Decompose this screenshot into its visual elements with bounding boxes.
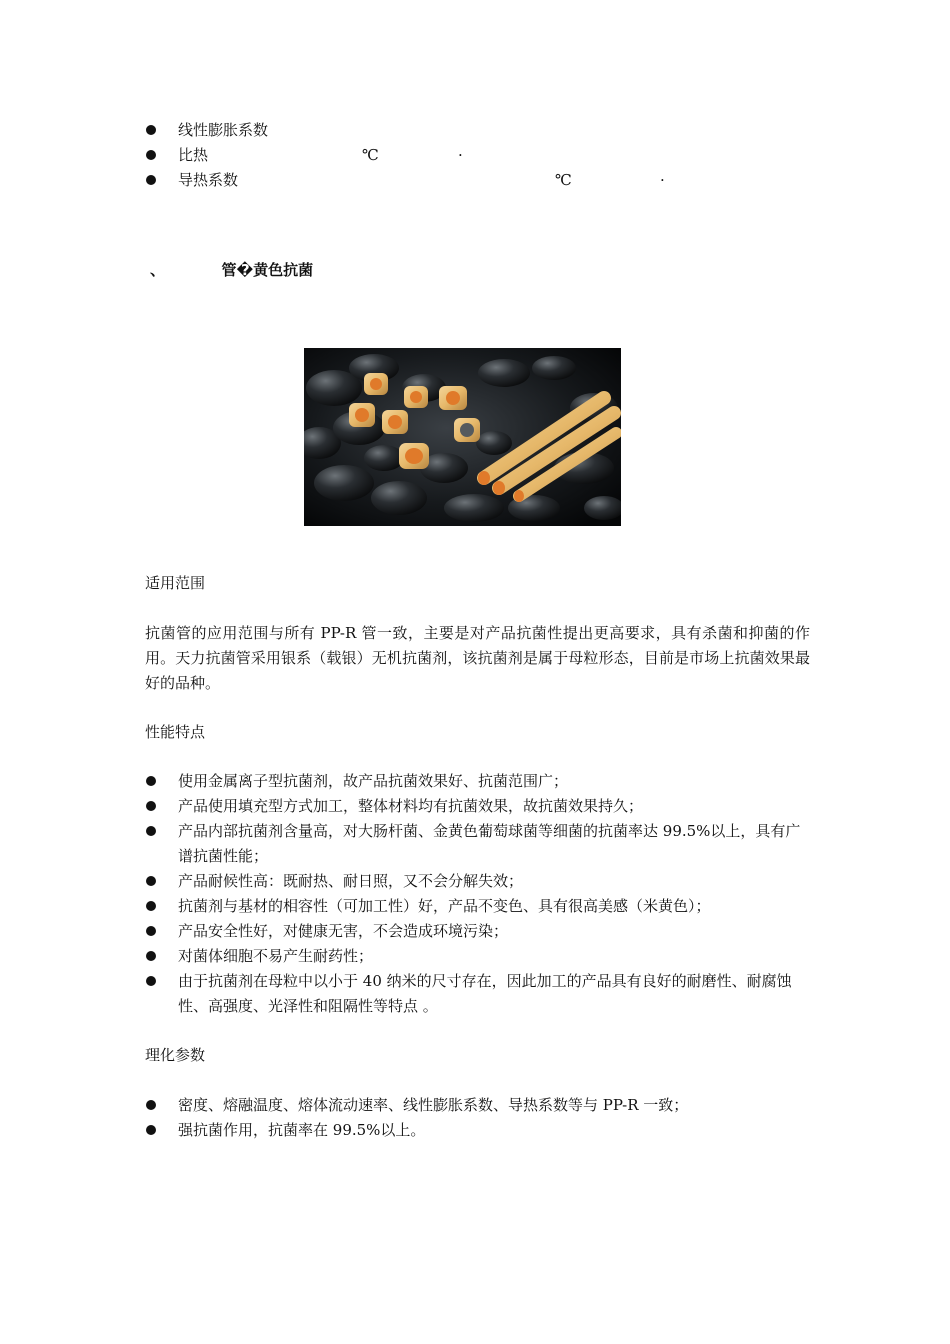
features-title: 性能特点 bbox=[145, 723, 206, 741]
unit-label: ℃ bbox=[362, 146, 379, 164]
heading-title: 管�黄色抗菌 bbox=[221, 261, 314, 279]
bullet-icon bbox=[146, 926, 156, 936]
bullet-icon bbox=[146, 876, 156, 886]
heading-number-separator: 、 bbox=[150, 261, 166, 279]
bullet-icon bbox=[146, 976, 156, 986]
separator-dot: · bbox=[660, 171, 665, 189]
product-photo bbox=[304, 348, 621, 526]
bullet-icon bbox=[146, 826, 156, 836]
bullet-icon bbox=[146, 150, 156, 160]
list-item: 由于抗菌剂在母粒中以小于 40 纳米的尺寸存在，因此加工的产品具有良好的耐磨性、耐腐蚀性、高强度、光泽性和阻隔性等特点 。 bbox=[145, 969, 808, 1019]
scope-paragraph: 抗菌管的应用范围与所有 PP-R 管一致，主要是对产品抗菌性提出更高要求，具有杀菌和抑菌的作用。天力抗菌管采用银系（载银）无机抗菌剂，该抗菌剂是属于母粒形态，目前是市场上抗菌效果最好的品种。 bbox=[145, 624, 810, 692]
list-item: 对菌体细胞不易产生耐药性； bbox=[145, 944, 808, 969]
list-item: 强抗菌作用，抗菌率在 99.5%以上。 bbox=[145, 1118, 688, 1143]
params-list bbox=[145, 1093, 688, 1143]
bullet-icon bbox=[146, 776, 156, 786]
unit-label: ℃ bbox=[555, 171, 572, 189]
list-item: 产品耐候性高：既耐热、耐日照，又不会分解失效； bbox=[145, 869, 808, 894]
list-item: 产品使用填充型方式加工，整体材料均有抗菌效果，故抗菌效果持久； bbox=[145, 794, 808, 819]
bullet-icon bbox=[146, 1125, 156, 1135]
bullet-icon bbox=[146, 951, 156, 961]
bullet-icon bbox=[146, 801, 156, 811]
list-item: 使用金属离子型抗菌剂，故产品抗菌效果好、抗菌范围广； bbox=[145, 769, 808, 794]
list-item: 抗菌剂与基材的相容性（可加工性）好，产品不变色、具有很高美感（米黄色）； bbox=[145, 894, 808, 919]
list-item: 线性膨胀系数 bbox=[145, 118, 268, 143]
property-list bbox=[145, 118, 268, 193]
list-item: 产品内部抗菌剂含量高，对大肠杆菌、金黄色葡萄球菌等细菌的抗菌率达 99.5%以上，具有广谱抗菌性能； bbox=[145, 819, 808, 869]
separator-dot: · bbox=[458, 146, 463, 164]
features-list bbox=[145, 769, 808, 1019]
bullet-icon bbox=[146, 901, 156, 911]
list-item: 密度、熔融温度、熔体流动速率、线性膨胀系数、导热系数等与 PP-R 一致； bbox=[145, 1093, 688, 1118]
bullet-icon bbox=[146, 125, 156, 135]
bullet-icon bbox=[146, 175, 156, 185]
list-item: 产品安全性好，对健康无害，不会造成环境污染； bbox=[145, 919, 808, 944]
section-heading bbox=[150, 258, 313, 283]
bullet-icon bbox=[146, 1100, 156, 1110]
list-item: 导热系数 bbox=[145, 168, 268, 193]
params-title: 理化参数 bbox=[145, 1046, 206, 1064]
list-item: 比热 bbox=[145, 143, 268, 168]
scope-title: 适用范围 bbox=[145, 574, 206, 592]
